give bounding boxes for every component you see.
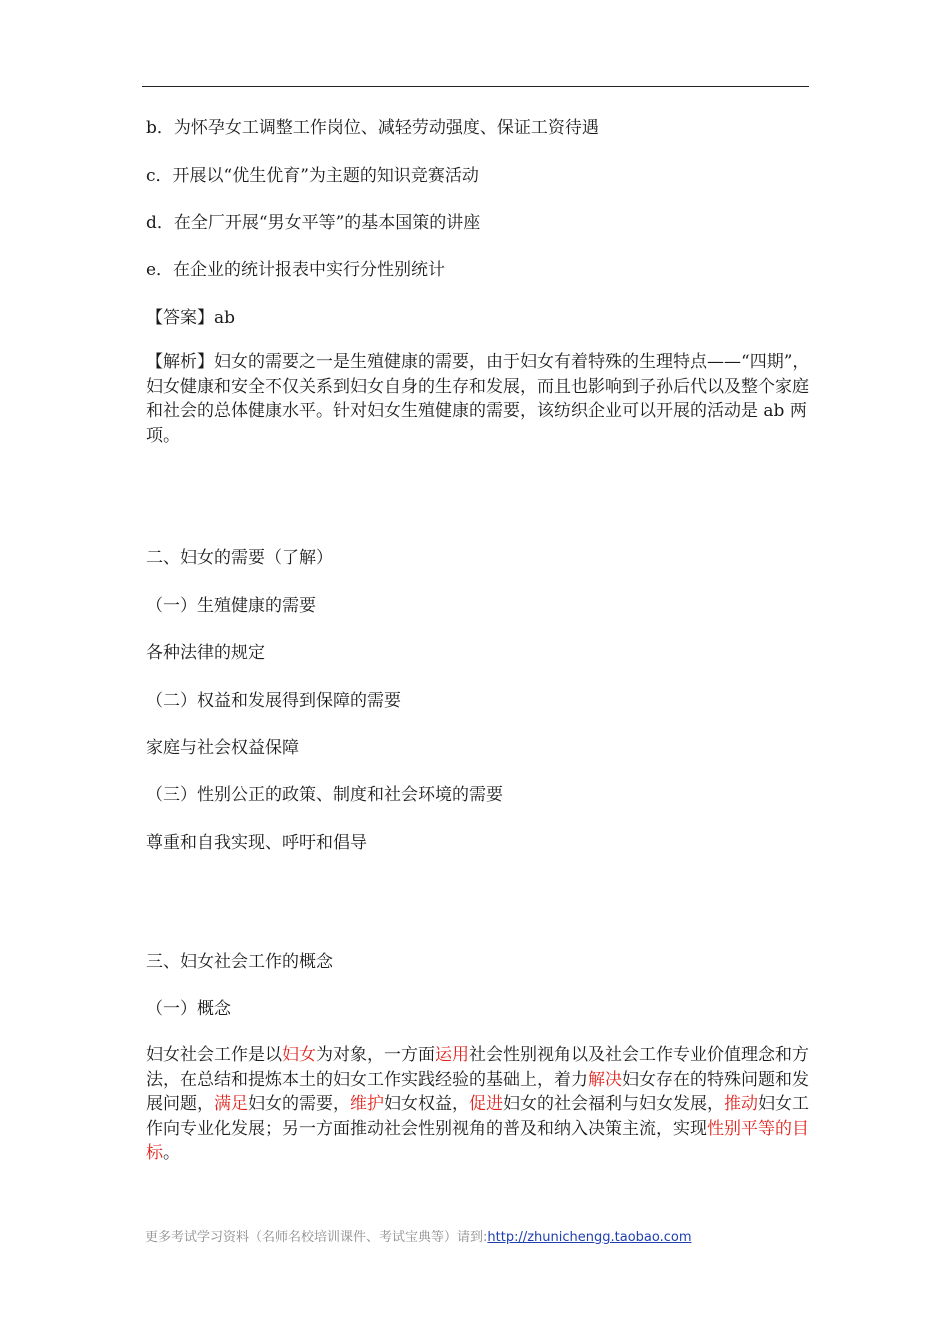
section2-item: （二）权益和发展得到保障的需要 (146, 691, 401, 711)
footer (145, 1226, 692, 1245)
text-run: 妇女工作向专业化发展；另一方面推动社会性别视角的普及和纳入决策主流，实现 (146, 1094, 809, 1139)
header-rule (142, 86, 809, 87)
footer-text: 更多考试学习资料（名师名校培训课件、考试宝典等）请到: (145, 1230, 488, 1245)
text-run: 为对象，一方面 (316, 1045, 435, 1065)
concept-paragraph (146, 1043, 810, 1166)
section3-heading: 三、妇女社会工作的概念 (146, 952, 333, 972)
highlight-run: 运用 (435, 1045, 469, 1065)
section2-item: 家庭与社会权益保障 (146, 738, 299, 758)
text-run: 妇女的社会福利与妇女发展， (503, 1094, 724, 1114)
option-e: e．在企业的统计报表中实行分性别统计 (146, 260, 446, 280)
footer-link[interactable]: http://zhunichengg.taobao.com (487, 1230, 692, 1245)
section2-item: （三）性别公正的政策、制度和社会环境的需要 (146, 785, 503, 805)
highlight-run: 维护 (350, 1094, 384, 1114)
section3-subheading: （一）概念 (146, 999, 231, 1019)
highlight-run: 性别平等的目标 (146, 1118, 809, 1163)
text-run: 妇女的需要， (248, 1094, 350, 1114)
highlight-run: 满足 (214, 1094, 248, 1114)
option-c: c．开展以“优生优育”为主题的知识竞赛活动 (146, 166, 479, 186)
text-run: 妇女社会工作是以 (146, 1045, 282, 1065)
section2-item: 尊重和自我实现、呼吁和倡导 (146, 833, 367, 853)
text-run: 妇女权益， (384, 1094, 469, 1114)
highlight-run: 促进 (469, 1094, 503, 1114)
text-run: 妇女存在的特殊问题和发展问题， (146, 1069, 809, 1114)
section2-item: 各种法律的规定 (146, 643, 265, 663)
highlight-run: 推动 (724, 1094, 758, 1114)
section2-heading: 二、妇女的需要（了解） (146, 548, 333, 568)
text-run: 。 (163, 1143, 180, 1163)
answer: 【答案】ab (146, 308, 236, 328)
option-b: b．为怀孕女工调整工作岗位、减轻劳动强度、保证工资待遇 (146, 118, 599, 138)
option-d: d．在全厂开展“男女平等”的基本国策的讲座 (146, 213, 481, 233)
highlight-run: 妇女 (282, 1045, 316, 1065)
analysis-paragraph: 【解析】妇女的需要之一是生殖健康的需要，由于妇女有着特殊的生理特点——“四期”，妇女健康和安全不仅关系到妇女自身的生存和发展，而且也影响到子孙后代以及整个家庭和社会的总体健康水平。针对妇女生殖健康的需要，该纺织企业可以开展的活动是 ab 两项。 (146, 352, 810, 446)
highlight-run: 解决 (588, 1069, 622, 1090)
section2-item: （一）生殖健康的需要 (146, 596, 316, 616)
text-run: 社会性别视角以及社会工作专业价值理念和方法，在总结和提炼本土的妇女工作实践经验的基础上，着力 (146, 1045, 809, 1090)
